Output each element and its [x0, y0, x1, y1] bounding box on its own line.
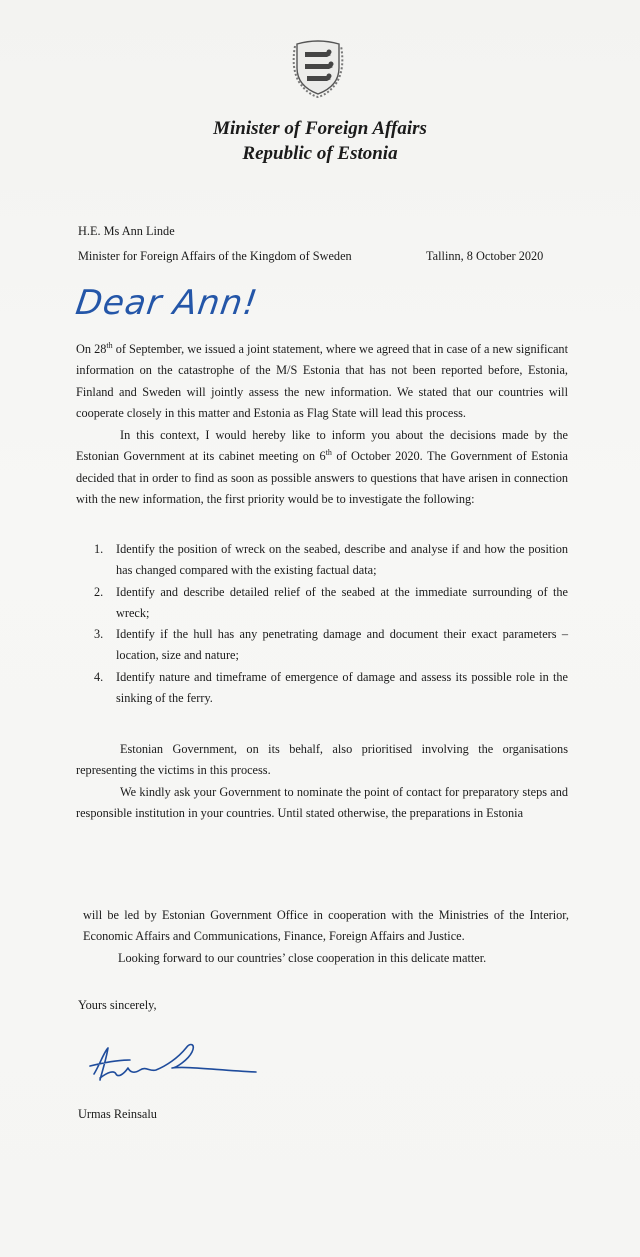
recipient-position: Minister for Foreign Affairs of the Kingdom of Sweden: [78, 249, 352, 263]
investigation-list: [94, 539, 568, 709]
place-date: Tallinn, 8 October 2020: [426, 249, 544, 263]
page-title: Minister of Foreign Affairs: [213, 118, 427, 139]
paragraph-6: Looking forward to our countries’ close cooperation in this delicate matter.: [118, 951, 487, 965]
paragraph-3: Estonian Government, on its behalf, also prioritised involving the organisations representing the victims in this process.: [76, 742, 568, 778]
list-item: 2. Identify and describe detailed relief of the seabed at the immediate surrounding of the wreck;: [94, 584, 568, 620]
signature-icon: [86, 1038, 266, 1088]
signer-name: Urmas Reinsalu: [78, 1107, 157, 1121]
paragraph-5: will be led by Estonian Government Office in cooperation with the Ministries of the Interior, Economic Affairs and Communications, Finance, Foreign Affairs and Justice.: [83, 908, 569, 944]
page-subtitle: Republic of Estonia: [242, 143, 398, 164]
paragraph-4: We kindly ask your Government to nominate the point of contact for preparatory steps and responsible institution in your countries. Until stated otherwise, the preparations in Estonia: [76, 785, 568, 821]
list-item: 4. Identify nature and timeframe of emergence of damage and assess its possible role in the sinking of the ferry.: [94, 669, 568, 706]
paragraph-1: On 28th of September, we issued a joint statement, where we agreed that in case of a new significant information on the catastrophe of the M/S Estonia that has not been reported before, Estonia, Finland and Sweden will jointly assess the new information. We stated that our countries will cooperate closely in this matter and Estonia as Flag State will lead this process.: [76, 340, 568, 420]
handwritten-salutation: Dear Ann!: [73, 283, 261, 323]
recipient-name: H.E. Ms Ann Linde: [78, 224, 175, 238]
paragraph-2: In this context, I would hereby like to inform you about the decisions made by the Estonian Government at its cabinet meeting on 6th of October 2020. The Government of Estonia decided that in order to find as soon as possible answers to questions that have arisen in connection with the new information, the first priority would be to investigate the following:: [76, 428, 568, 506]
list-item: 1. Identify the position of wreck on the seabed, describe and analyse if and how the position has changed compared with the existing factual data;: [94, 542, 568, 578]
closing: Yours sincerely,: [78, 998, 157, 1012]
coat-of-arms-icon: [287, 38, 349, 98]
list-item: 3. Identify if the hull has any penetrating damage and document their exact parameters – location, size and nature;: [94, 627, 568, 663]
